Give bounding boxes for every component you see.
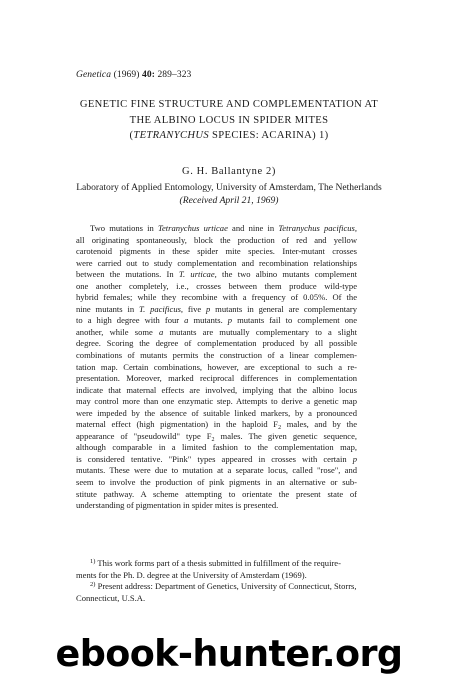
abstract-line: may control more than one enzymatic step. Attempts to derive a genetic map — [76, 396, 357, 407]
received-date: (Received April 21, 1969) — [179, 194, 279, 206]
footnote-1-mark: 1) — [90, 558, 96, 565]
title-line-3: (TETRANYCHUS SPECIES: ACARINA) 1) — [129, 130, 329, 141]
abstract-line: nine mutants in T. pacificus, five p mutants in general are complementary — [76, 303, 358, 314]
abstract-line: between the mutations. In T. urticae, the two albino mutants complement — [76, 269, 357, 280]
abstract-line: stitute pathway. A scheme attempting to orientate the present state of — [76, 488, 357, 499]
abstract-line: another, while some a mutants are mutually complementary to a slight — [76, 326, 357, 337]
abstract-line: all originating spontaneously, block the production of red and yellow — [76, 234, 357, 245]
abstract-line: presentation. Moreover, marked reciprocal differences in complementation — [76, 373, 357, 384]
abstract-line: seem to involve the production of pink pigments in an alternative or sub- — [76, 477, 357, 488]
abstract-line: to a high degree with four a mutants. p mutants fail to complement one — [76, 315, 357, 326]
abstract-line: were impeded by the absence of suitable linked markers, by a pronounced — [76, 407, 357, 418]
abstract-line: maternal effect (high pigmentation) in the haploid $F_2$ males, and by the — [76, 419, 357, 432]
author-name: G. H. Ballantyne — [182, 166, 263, 177]
abstract-line: hybrid females; while they recombine with a frequency of 0.05%. Of the — [76, 292, 357, 303]
title-footnote-mark: 1) — [319, 130, 329, 141]
footnote-1-line-2: ments for the Ph. D. degree at the University of Amsterdam (1969). — [76, 569, 307, 580]
abstract-line: carotenoid pigments in these spider mite species. Inter-mutant crosses — [76, 246, 357, 257]
author-footnote-mark: 2) — [266, 166, 276, 177]
abstract-line: mutants. These were due to mutation at a separate locus, called "rose", and — [76, 465, 357, 476]
footnote-1-line-1: $^{1)}$ This work forms part of a thesis submitted in fulfillment of the require- — [90, 558, 341, 568]
title-line-1: GENETIC FINE STRUCTURE AND COMPLEMENTATION AT — [79, 99, 379, 110]
paper-title — [40, 97, 418, 144]
footnotes — [76, 558, 376, 604]
footnote-2-line-1: $^{2)}$ Present address: Department of Genetics, University of Connecticut, Storrs, — [90, 581, 357, 591]
title-line-2: THE ALBINO LOCUS IN SPIDER MITES — [129, 114, 329, 126]
author-line — [40, 166, 418, 177]
journal-volume: 40: — [142, 70, 155, 80]
affiliation — [40, 182, 418, 207]
journal-pages: 289–323 — [157, 70, 192, 80]
abstract-line: tation map. Certain combinations, however, are exceptional to such a re- — [76, 361, 357, 372]
journal-reference — [76, 70, 191, 80]
abstract-line: combinations of mutants permits the construction of a linear complemen- — [76, 350, 357, 361]
affiliation-line: Laboratory of Applied Entomology, University of Amsterdam, The Netherlands — [76, 182, 382, 193]
abstract-line: appearance of "pseudowild" type $F_2$ males. The given genetic sequence, — [76, 430, 358, 443]
title-genus: TETRANYCHUS — [133, 130, 210, 141]
footnote-2-mark: 2) — [90, 581, 96, 588]
abstract-line: although comparable in a limited fashion to the complementation map, — [76, 442, 357, 453]
abstract-line: is considered tentative. "Pink" types appeared in crosses with certain p — [76, 453, 357, 464]
journal-name: Genetica — [76, 70, 112, 80]
abstract-line: Two mutations in Tetranychus urticae and nine in Tetranychus pacificus, — [90, 223, 357, 233]
abstract-line: were carried out to study complementation and recombination relationships — [76, 257, 357, 268]
abstract-line: indicate that maternal effects are involved, implying that the albino locus — [76, 384, 357, 395]
abstract-line: understanding of pigmentation in spider mites is presented. — [76, 500, 279, 511]
abstract-line: one another completely, i.e., crosses between them produce wild-type — [76, 280, 357, 291]
watermark: ebook-hunter.org — [55, 632, 403, 675]
journal-year: (1969) — [113, 70, 140, 80]
footnote-2-line-2: Connecticut, U.S.A. — [76, 592, 146, 603]
abstract-line: degree. Scoring the degree of complementation produced by all possible — [76, 338, 357, 349]
abstract — [76, 223, 357, 512]
